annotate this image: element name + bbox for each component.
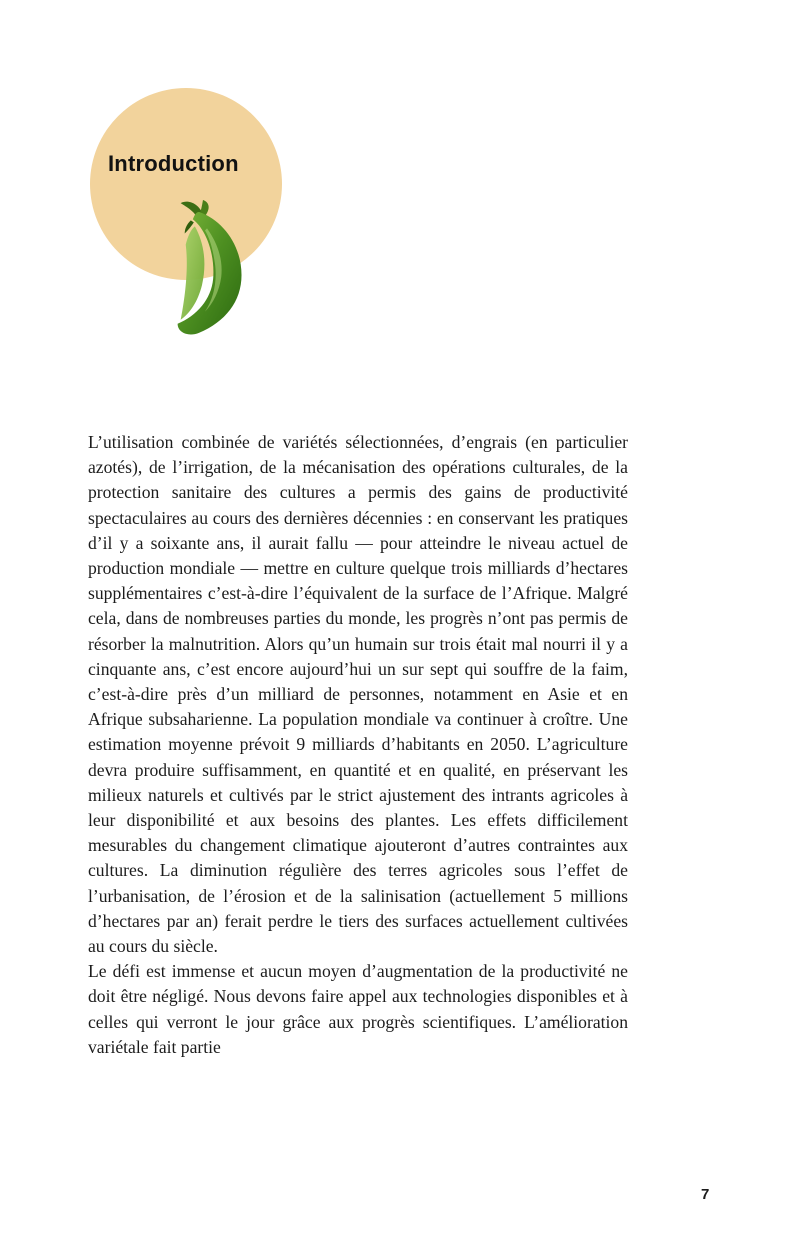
body-text: [88, 430, 628, 1060]
chapter-title: Introduction: [108, 151, 239, 176]
paragraph-2: Le défi est immense et aucun moyen d’augmentation de la productivité ne doit être négligé. Nous devons faire appel aux technologies disponibles et à celles qui verront le jour grâce aux progrès scientifiques. L’amélioration variétale fait partie: [88, 961, 628, 1057]
page-number: 7: [701, 1186, 710, 1203]
green-pepper-icon: [144, 198, 266, 340]
paragraph-1: L’utilisation combinée de variétés sélectionnées, d’engrais (en particulier azotés), de l’irrigation, de la mécanisation des opérations culturales, de la protection sanitaire des cultures a permis des gains de productivité spectaculaires au cours des dernières décennies : en conservant les pratiques d’il y a soixante ans, il aurait fallu — pour atteindre le niveau actuel de production mondiale — mettre en culture quelque trois milliards d’hectares supplémentaires c’est-à-dire l’équivalent de la surface de l’Afrique. Malgré cela, dans de nombreuses parties du monde, les progrès n’ont pas permis de résorber la malnutrition. Alors qu’un humain sur trois était mal nourri il y a cinquante ans, c’est encore aujourd’hui un sur sept qui souffre de la faim, c’est-à-dire près d’un milliard de personnes, notamment en Asie et en Afrique subsaharienne. La population mondiale va continuer à croître. Une estimation moyenne prévoit 9 milliards d’habitants en 2050. L’agriculture devra produire suffisamment, en quantité et en qualité, en préservant les milieux naturels et cultivés par le strict ajustement des intrants agricoles à leur disponibilité et aux besoins des plantes. Les effets difficilement mesurables du changement climatique ajouteront d’autres contraintes aux cultures. La diminution régulière des terres agricoles sous l’effet de l’urbanisation, de l’érosion et de la salinisation (actuellement 5 millions d’hectares par an) ferait perdre le tiers des surfaces actuellement cultivées au cours du siècle.: [88, 432, 628, 957]
